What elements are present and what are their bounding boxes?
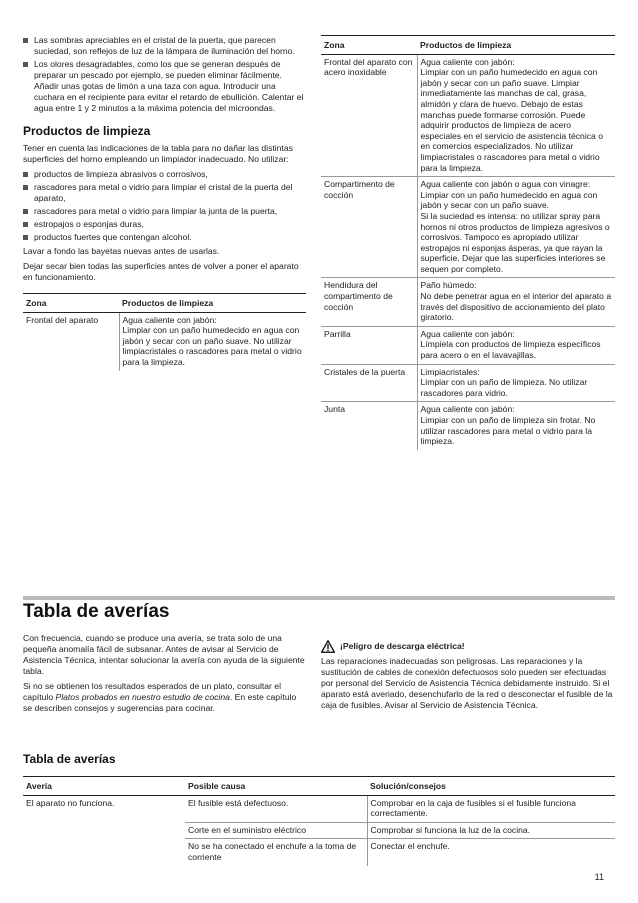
warning-heading <box>321 640 615 653</box>
cause-cell: El fusible está defectuoso. <box>185 795 367 822</box>
products-cell: Agua caliente con jabón o agua con vinagre: Limpiar con un paño humedecido en agua con jabón y secar con un paño suave. Si la suciedad es intensa: no utilizar spray para hornos ni otros productos de limpieza agresivos o corrosivos. Tampoco es apropiado utilizar estropajos ni esponjas ásperas, ya que rayan la superficie. Dejar que las superficies interiores se sequen por completo. <box>417 177 615 278</box>
zone-cell: Frontal del aparato <box>23 312 119 370</box>
fault-cell <box>23 839 185 866</box>
cleaning-table-left <box>23 293 306 371</box>
cause-cell: No se ha conectado el enchufe a la toma de corriente <box>185 839 367 866</box>
header-zone: Zona <box>23 294 119 313</box>
fault-table-heading: Tabla de averías <box>23 752 116 766</box>
cleaning-note-2: Dejar secar bien todas las superficies antes de volver a poner el aparato en funcionamiento. <box>23 261 299 282</box>
table-row <box>321 177 615 278</box>
list-item: estropajos o esponjas duras, <box>23 219 306 230</box>
products-cell: Agua caliente con jabón: Límpiela con productos de limpieza específicos para acero o en el lavavajillas. <box>417 326 615 364</box>
faults-intro <box>23 633 306 718</box>
list-item: Los olores desagradables, como los que se generan después de preparar un pescado por ejemplo, se pueden eliminar fácilmente. Añadir unas gotas de limón a una taza con agua. Introducir una cuchara en el recipiente para evitar el retardo de ebullición. Calentar el agua entre 1 y 2 minutos a la máxima potencia del microondas. <box>23 59 306 114</box>
warning-triangle-icon <box>321 640 335 653</box>
top-bullet-list <box>23 35 306 114</box>
zone-cell: Compartimento de cocción <box>321 177 417 278</box>
cause-cell: Corte en el suministro eléctrico <box>185 822 367 839</box>
faults-para-1: Con frecuencia, cuando se produce una avería, se trata solo de una pequeña anomalía fácil de subsanar. Antes de avisar al Servicio de Asistencia Técnica, intentar solucionar la avería con ayuda de la siguiente tabla. <box>23 633 305 676</box>
header-fault: Avería <box>23 777 185 796</box>
table-row <box>321 278 615 326</box>
zone-cell: Junta <box>321 402 417 450</box>
products-cell: Paño húmedo: No debe penetrar agua en el interior del aparato a través del dispositivo de accionamiento del plato giratorio. <box>417 278 615 326</box>
header-zone: Zona <box>321 36 417 55</box>
do-not-use-list <box>23 169 306 243</box>
header-products: Productos de limpieza <box>417 36 615 55</box>
table-row <box>321 402 615 450</box>
cleaning-note-1: Lavar a fondo las bayetas nuevas antes de usarlas. <box>23 246 220 256</box>
cleaning-intro: Tener en cuenta las indicaciones de la tabla para no dañar las distintas superficies del horno empleando un limpiador inadecuado. No utilizar: <box>23 143 293 164</box>
solution-cell: Comprobar en la caja de fusibles si el fusible funciona correctamente. <box>367 795 615 822</box>
list-item: productos fuertes que contengan alcohol. <box>23 232 306 243</box>
solution-cell: Conectar el enchufe. <box>370 841 450 852</box>
fault-cell: El aparato no funciona. <box>26 797 115 808</box>
warning-text: Las reparaciones inadecuadas son peligrosas. Las reparaciones y la sustitución de cables de conexión defectuosos solo pueden ser efectuadas por personal del Servicio de Asistencia Técnica debidamente instruido. Si el aparato está averiado, desenchufarlo de la red o desconectar el fusible de la caja de fusibles. Avisar al Servicio de Asistencia Técnica. <box>321 656 613 710</box>
table-row <box>23 839 615 866</box>
header-products: Productos de limpieza <box>119 294 306 313</box>
warning-title: ¡Peligro de descarga eléctrica! <box>340 641 465 651</box>
products-cell: Agua caliente con jabón: Limpiar con un paño humedecido en agua con jabón y secar con un paño suave. Limpiar inmediatamente las manchas de cal, grasa, almidón y clara de huevo. Debajo de estas manchas puede formarse corrosión. Puede adquirir productos de limpieza de acero especiales en el servicio de asistencia técnica o en comercios especializados. No utilizar limpiacristales o rascadores para metal o vidrio para la limpieza. <box>417 54 615 177</box>
right-column <box>321 35 615 450</box>
solution-cell: Comprobar si funciona la luz de la cocina. <box>367 822 615 839</box>
fault-cell <box>23 822 185 839</box>
list-item: productos de limpieza abrasivos o corrosivos, <box>23 169 306 180</box>
cleaning-table-right <box>321 35 615 450</box>
page-number: 11 <box>594 872 604 882</box>
table-row <box>23 312 306 370</box>
table-row <box>321 54 615 177</box>
products-cell: Agua caliente con jabón: Limpiar con un paño humedecido en agua con jabón y secar con un paño suave. No utilizar limpiacristales o rascadores para metal o vidrio para la limpieza. <box>122 314 302 367</box>
table-row <box>321 364 615 402</box>
fault-table <box>23 776 615 866</box>
header-cause: Posible causa <box>185 777 367 796</box>
list-item: rascadores para metal o vidrio para limpiar la junta de la puerta, <box>23 206 306 217</box>
products-cell: Agua caliente con jabón: Limpiar con un paño de limpieza sin frotar. No utilizar rascadores para metal o vidrio para la limpieza. <box>420 404 596 447</box>
cleaning-heading: Productos de limpieza <box>23 124 151 138</box>
zone-cell: Cristales de la puerta <box>321 364 417 402</box>
warning-box <box>321 640 615 715</box>
list-item: Las sombras apreciables en el cristal de la puerta, que parecen suciedad, son reflejos de luz de la lámpara de iluminación del horno. <box>23 35 306 57</box>
list-item: rascadores para metal o vidrio para limpiar el cristal de la puerta del aparato, <box>23 182 306 204</box>
table-row <box>321 326 615 364</box>
table-row <box>23 795 615 822</box>
zone-cell: Frontal del aparato con acero inoxidable <box>321 54 417 177</box>
zone-cell: Hendidura del compartimento de cocción <box>321 278 417 326</box>
left-column <box>23 35 306 371</box>
section-title: Tabla de averías <box>23 601 170 622</box>
faults-para-2: Si no se obtienen los resultados esperados de un plato, consultar el capítulo Platos probados en nuestro estudio de cocina. En este capítulo se describen consejos y sugerencias para cocinar. <box>23 681 297 713</box>
header-solution: Solución/consejos <box>367 777 615 796</box>
table-row <box>23 822 615 839</box>
zone-cell: Parrilla <box>321 326 417 364</box>
products-cell: Limpiacristales: Limpiar con un paño de limpieza. No utilizar rascadores para vidrio. <box>417 364 615 402</box>
